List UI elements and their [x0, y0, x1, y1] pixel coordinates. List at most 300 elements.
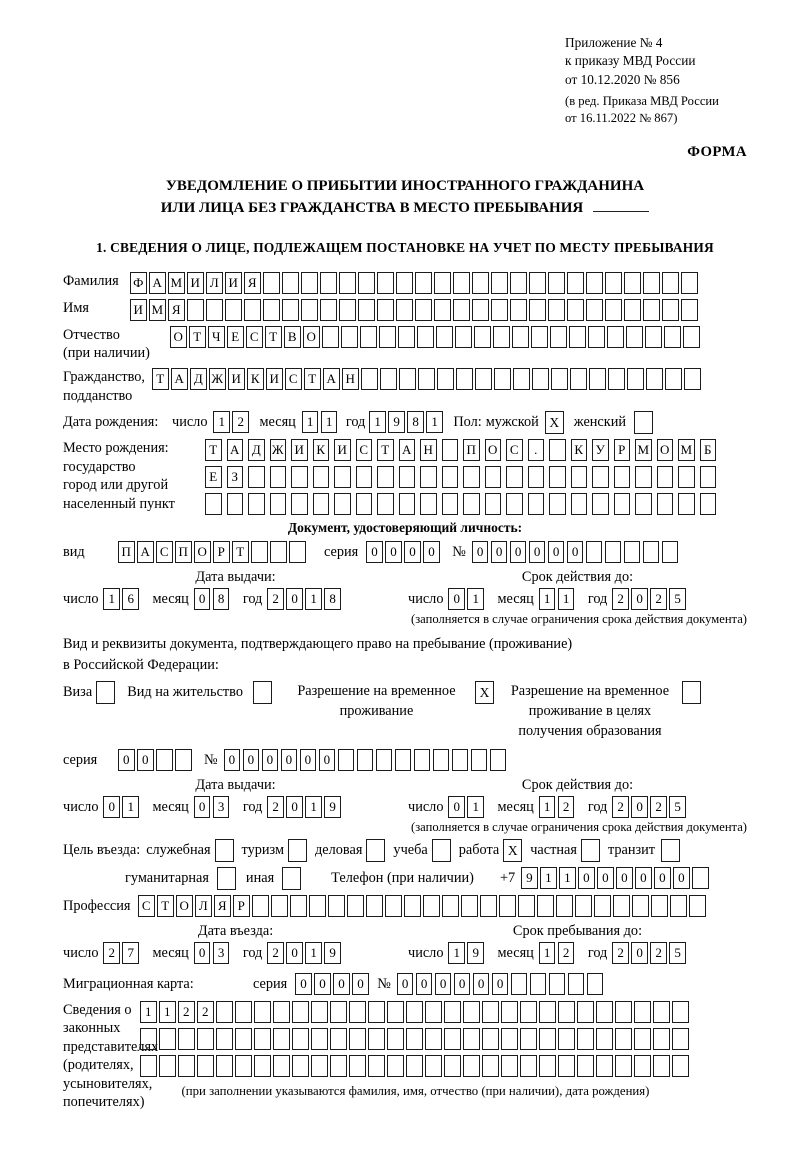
char-cell[interactable] — [356, 493, 373, 515]
char-cell[interactable] — [549, 973, 566, 995]
char-cell[interactable] — [366, 895, 383, 917]
char-cell[interactable]: Т — [205, 439, 222, 461]
char-cell[interactable] — [614, 466, 631, 488]
char-cell[interactable]: А — [323, 368, 340, 390]
checkbox-business[interactable] — [366, 839, 385, 862]
char-cell[interactable] — [605, 541, 622, 563]
char-cell[interactable] — [681, 272, 698, 294]
char-cell[interactable] — [349, 1001, 366, 1023]
char-cell[interactable] — [205, 493, 222, 515]
char-cell[interactable]: 1 — [467, 796, 484, 818]
char-cell[interactable] — [453, 299, 470, 321]
char-cell[interactable] — [248, 493, 265, 515]
char-cell[interactable] — [550, 326, 567, 348]
char-cell[interactable] — [254, 1055, 271, 1077]
char-cell[interactable]: 0 — [631, 588, 648, 610]
char-cell[interactable] — [425, 1055, 442, 1077]
char-cell[interactable] — [689, 895, 706, 917]
char-cell[interactable]: Т — [157, 895, 174, 917]
char-cell[interactable] — [415, 272, 432, 294]
char-cell[interactable] — [387, 1055, 404, 1077]
char-cell[interactable] — [700, 466, 717, 488]
char-cell[interactable] — [235, 1028, 252, 1050]
checkbox-visa[interactable] — [96, 681, 115, 704]
char-cell[interactable] — [472, 272, 489, 294]
phone-cells[interactable] — [521, 867, 711, 889]
char-cell[interactable]: 0 — [286, 588, 303, 610]
char-cell[interactable] — [494, 368, 511, 390]
char-cell[interactable] — [528, 493, 545, 515]
char-cell[interactable]: 9 — [324, 796, 341, 818]
char-cell[interactable] — [320, 272, 337, 294]
char-cell[interactable] — [596, 1001, 613, 1023]
char-cell[interactable]: 0 — [491, 541, 508, 563]
checkbox-edu-residence-permit[interactable] — [682, 681, 701, 704]
birth-year-cells[interactable] — [369, 411, 445, 433]
char-cell[interactable] — [608, 368, 625, 390]
char-cell[interactable] — [605, 272, 622, 294]
char-cell[interactable] — [635, 493, 652, 515]
char-cell[interactable]: 1 — [159, 1001, 176, 1023]
char-cell[interactable]: 0 — [103, 796, 120, 818]
char-cell[interactable]: . — [528, 439, 545, 461]
char-cell[interactable] — [513, 368, 530, 390]
char-cell[interactable] — [532, 368, 549, 390]
char-cell[interactable] — [471, 749, 488, 771]
char-cell[interactable]: О — [657, 439, 674, 461]
char-cell[interactable] — [425, 1028, 442, 1050]
char-cell[interactable]: 8 — [213, 588, 230, 610]
char-cell[interactable] — [206, 299, 223, 321]
char-cell[interactable] — [376, 749, 393, 771]
char-cell[interactable] — [338, 749, 355, 771]
char-cell[interactable] — [529, 272, 546, 294]
char-cell[interactable] — [452, 749, 469, 771]
char-cell[interactable] — [292, 1028, 309, 1050]
char-cell[interactable] — [368, 1055, 385, 1077]
stay-month-cells[interactable] — [539, 942, 577, 964]
char-cell[interactable] — [434, 272, 451, 294]
char-cell[interactable] — [512, 326, 529, 348]
checkbox-tourism[interactable] — [288, 839, 307, 862]
char-cell[interactable] — [657, 466, 674, 488]
id-doc-valid-year-cells[interactable] — [612, 588, 688, 610]
char-cell[interactable] — [594, 895, 611, 917]
patronymic-cells[interactable] — [170, 326, 702, 348]
char-cell[interactable]: Н — [420, 439, 437, 461]
char-cell[interactable] — [339, 299, 356, 321]
char-cell[interactable] — [539, 1055, 556, 1077]
char-cell[interactable]: О — [485, 439, 502, 461]
char-cell[interactable]: 0 — [118, 749, 135, 771]
char-cell[interactable]: Е — [205, 466, 222, 488]
char-cell[interactable] — [349, 1028, 366, 1050]
char-cell[interactable] — [653, 1028, 670, 1050]
char-cell[interactable] — [254, 1028, 271, 1050]
id-doc-issue-month-cells[interactable] — [194, 588, 232, 610]
char-cell[interactable] — [309, 895, 326, 917]
char-cell[interactable]: 0 — [194, 588, 211, 610]
char-cell[interactable] — [653, 1001, 670, 1023]
char-cell[interactable]: 1 — [539, 942, 556, 964]
char-cell[interactable] — [520, 1028, 537, 1050]
char-cell[interactable] — [539, 1028, 556, 1050]
entry-month-cells[interactable] — [194, 942, 232, 964]
char-cell[interactable] — [482, 1001, 499, 1023]
resident-doc-number-cells[interactable] — [224, 749, 509, 771]
char-cell[interactable] — [643, 541, 660, 563]
char-cell[interactable]: С — [246, 326, 263, 348]
char-cell[interactable]: 1 — [305, 796, 322, 818]
checkbox-male[interactable]: X — [545, 411, 564, 434]
char-cell[interactable]: 0 — [366, 541, 383, 563]
char-cell[interactable]: Т — [304, 368, 321, 390]
char-cell[interactable] — [474, 326, 491, 348]
char-cell[interactable] — [530, 973, 547, 995]
char-cell[interactable] — [347, 895, 364, 917]
char-cell[interactable] — [380, 368, 397, 390]
char-cell[interactable]: Т — [377, 439, 394, 461]
id-doc-valid-day-cells[interactable] — [448, 588, 486, 610]
char-cell[interactable] — [548, 299, 565, 321]
resident-doc-series-cells[interactable] — [118, 749, 194, 771]
char-cell[interactable]: 1 — [302, 411, 319, 433]
char-cell[interactable]: 2 — [650, 942, 667, 964]
resident-doc-valid-year-cells[interactable] — [612, 796, 688, 818]
char-cell[interactable]: А — [171, 368, 188, 390]
char-cell[interactable] — [387, 1001, 404, 1023]
char-cell[interactable] — [493, 326, 510, 348]
char-cell[interactable] — [549, 439, 566, 461]
char-cell[interactable] — [273, 1055, 290, 1077]
char-cell[interactable] — [605, 299, 622, 321]
char-cell[interactable]: Т — [232, 541, 249, 563]
char-cell[interactable]: М — [678, 439, 695, 461]
char-cell[interactable] — [653, 1055, 670, 1077]
char-cell[interactable] — [692, 867, 709, 889]
char-cell[interactable]: 0 — [631, 796, 648, 818]
char-cell[interactable]: 1 — [539, 796, 556, 818]
char-cell[interactable] — [282, 272, 299, 294]
migration-card-series-cells[interactable] — [295, 973, 371, 995]
char-cell[interactable]: И — [334, 439, 351, 461]
char-cell[interactable] — [539, 1001, 556, 1023]
char-cell[interactable] — [511, 973, 528, 995]
resident-doc-valid-month-cells[interactable] — [539, 796, 577, 818]
id-doc-kind-cells[interactable] — [118, 541, 308, 563]
char-cell[interactable] — [398, 326, 415, 348]
char-cell[interactable] — [662, 299, 679, 321]
char-cell[interactable] — [634, 1028, 651, 1050]
char-cell[interactable] — [607, 326, 624, 348]
char-cell[interactable] — [626, 326, 643, 348]
char-cell[interactable] — [396, 299, 413, 321]
char-cell[interactable] — [531, 326, 548, 348]
char-cell[interactable]: Р — [614, 439, 631, 461]
resident-doc-issue-month-cells[interactable] — [194, 796, 232, 818]
char-cell[interactable]: 0 — [597, 867, 614, 889]
char-cell[interactable] — [520, 1055, 537, 1077]
birth-day-cells[interactable] — [213, 411, 251, 433]
char-cell[interactable]: Ж — [209, 368, 226, 390]
char-cell[interactable] — [358, 299, 375, 321]
char-cell[interactable] — [444, 1055, 461, 1077]
char-cell[interactable] — [399, 466, 416, 488]
char-cell[interactable] — [433, 749, 450, 771]
id-doc-issue-year-cells[interactable] — [267, 588, 343, 610]
char-cell[interactable]: 1 — [559, 867, 576, 889]
char-cell[interactable] — [420, 493, 437, 515]
char-cell[interactable]: 0 — [654, 867, 671, 889]
char-cell[interactable] — [252, 895, 269, 917]
char-cell[interactable] — [313, 466, 330, 488]
char-cell[interactable]: 0 — [548, 541, 565, 563]
char-cell[interactable] — [463, 1055, 480, 1077]
char-cell[interactable]: А — [137, 541, 154, 563]
checkbox-official[interactable] — [215, 839, 234, 862]
char-cell[interactable] — [330, 1055, 347, 1077]
birth-place-row-1[interactable] — [205, 439, 721, 461]
char-cell[interactable]: Д — [190, 368, 207, 390]
char-cell[interactable] — [510, 299, 527, 321]
char-cell[interactable]: 1 — [467, 588, 484, 610]
char-cell[interactable]: 0 — [224, 749, 241, 771]
char-cell[interactable]: 0 — [567, 541, 584, 563]
char-cell[interactable] — [643, 272, 660, 294]
char-cell[interactable]: Б — [700, 439, 717, 461]
char-cell[interactable] — [377, 299, 394, 321]
char-cell[interactable]: К — [247, 368, 264, 390]
char-cell[interactable]: 1 — [305, 588, 322, 610]
char-cell[interactable]: 1 — [305, 942, 322, 964]
char-cell[interactable]: П — [175, 541, 192, 563]
char-cell[interactable] — [558, 1001, 575, 1023]
char-cell[interactable] — [178, 1055, 195, 1077]
char-cell[interactable] — [624, 272, 641, 294]
char-cell[interactable] — [140, 1028, 157, 1050]
char-cell[interactable] — [159, 1055, 176, 1077]
checkbox-female[interactable] — [634, 411, 653, 434]
char-cell[interactable]: Л — [206, 272, 223, 294]
char-cell[interactable] — [399, 493, 416, 515]
char-cell[interactable]: 2 — [558, 942, 575, 964]
char-cell[interactable] — [657, 493, 674, 515]
char-cell[interactable]: 1 — [103, 588, 120, 610]
char-cell[interactable] — [270, 466, 287, 488]
char-cell[interactable] — [634, 1055, 651, 1077]
id-doc-valid-month-cells[interactable] — [539, 588, 577, 610]
id-doc-series-cells[interactable] — [366, 541, 442, 563]
char-cell[interactable] — [311, 1055, 328, 1077]
char-cell[interactable] — [678, 493, 695, 515]
char-cell[interactable] — [330, 1028, 347, 1050]
char-cell[interactable]: И — [266, 368, 283, 390]
char-cell[interactable]: Ф — [130, 272, 147, 294]
char-cell[interactable] — [615, 1028, 632, 1050]
char-cell[interactable]: П — [463, 439, 480, 461]
char-cell[interactable]: 2 — [103, 942, 120, 964]
char-cell[interactable]: С — [285, 368, 302, 390]
char-cell[interactable]: У — [592, 439, 609, 461]
char-cell[interactable]: 0 — [448, 796, 465, 818]
char-cell[interactable]: 3 — [213, 942, 230, 964]
char-cell[interactable] — [379, 326, 396, 348]
char-cell[interactable] — [399, 368, 416, 390]
char-cell[interactable] — [571, 493, 588, 515]
char-cell[interactable] — [518, 895, 535, 917]
checkbox-work[interactable]: X — [503, 839, 522, 862]
char-cell[interactable]: 1 — [448, 942, 465, 964]
char-cell[interactable] — [461, 895, 478, 917]
char-cell[interactable]: Н — [342, 368, 359, 390]
char-cell[interactable]: 0 — [423, 541, 440, 563]
char-cell[interactable]: 5 — [669, 796, 686, 818]
char-cell[interactable]: С — [356, 439, 373, 461]
checkbox-transit[interactable] — [661, 839, 680, 862]
char-cell[interactable]: 2 — [178, 1001, 195, 1023]
char-cell[interactable]: К — [571, 439, 588, 461]
char-cell[interactable] — [510, 272, 527, 294]
char-cell[interactable]: 2 — [612, 796, 629, 818]
char-cell[interactable] — [551, 368, 568, 390]
char-cell[interactable] — [414, 749, 431, 771]
char-cell[interactable] — [480, 895, 497, 917]
char-cell[interactable] — [485, 466, 502, 488]
char-cell[interactable] — [357, 749, 374, 771]
char-cell[interactable]: 3 — [213, 796, 230, 818]
char-cell[interactable] — [395, 749, 412, 771]
char-cell[interactable] — [592, 466, 609, 488]
char-cell[interactable]: 1 — [558, 588, 575, 610]
char-cell[interactable] — [444, 1028, 461, 1050]
char-cell[interactable]: И — [291, 439, 308, 461]
char-cell[interactable] — [571, 466, 588, 488]
char-cell[interactable] — [273, 1028, 290, 1050]
char-cell[interactable] — [463, 1001, 480, 1023]
char-cell[interactable] — [140, 1055, 157, 1077]
char-cell[interactable] — [341, 326, 358, 348]
char-cell[interactable] — [442, 895, 459, 917]
id-doc-issue-day-cells[interactable] — [103, 588, 141, 610]
char-cell[interactable]: И — [228, 368, 245, 390]
char-cell[interactable] — [587, 973, 604, 995]
char-cell[interactable]: 0 — [510, 541, 527, 563]
char-cell[interactable] — [672, 1001, 689, 1023]
char-cell[interactable]: 0 — [435, 973, 452, 995]
char-cell[interactable]: 2 — [612, 942, 629, 964]
char-cell[interactable] — [339, 272, 356, 294]
char-cell[interactable] — [664, 326, 681, 348]
char-cell[interactable] — [361, 368, 378, 390]
char-cell[interactable] — [592, 493, 609, 515]
char-cell[interactable] — [548, 272, 565, 294]
char-cell[interactable]: Д — [248, 439, 265, 461]
char-cell[interactable] — [322, 326, 339, 348]
char-cell[interactable] — [442, 466, 459, 488]
char-cell[interactable]: 0 — [194, 796, 211, 818]
char-cell[interactable]: Л — [195, 895, 212, 917]
char-cell[interactable] — [244, 299, 261, 321]
char-cell[interactable] — [662, 272, 679, 294]
char-cell[interactable] — [681, 299, 698, 321]
char-cell[interactable] — [291, 466, 308, 488]
char-cell[interactable]: А — [399, 439, 416, 461]
char-cell[interactable]: М — [635, 439, 652, 461]
char-cell[interactable]: 0 — [137, 749, 154, 771]
char-cell[interactable] — [292, 1055, 309, 1077]
char-cell[interactable] — [700, 493, 717, 515]
char-cell[interactable] — [615, 1055, 632, 1077]
char-cell[interactable] — [434, 299, 451, 321]
char-cell[interactable] — [614, 493, 631, 515]
char-cell[interactable] — [596, 1028, 613, 1050]
birth-place-row-2[interactable] — [205, 466, 721, 488]
char-cell[interactable]: 0 — [673, 867, 690, 889]
char-cell[interactable]: И — [187, 272, 204, 294]
char-cell[interactable]: 0 — [352, 973, 369, 995]
char-cell[interactable]: М — [149, 299, 166, 321]
char-cell[interactable]: 1 — [539, 588, 556, 610]
char-cell[interactable]: Т — [189, 326, 206, 348]
char-cell[interactable] — [506, 493, 523, 515]
char-cell[interactable] — [613, 895, 630, 917]
char-cell[interactable]: 2 — [267, 796, 284, 818]
char-cell[interactable] — [301, 272, 318, 294]
char-cell[interactable]: К — [313, 439, 330, 461]
char-cell[interactable] — [453, 272, 470, 294]
char-cell[interactable] — [235, 1001, 252, 1023]
char-cell[interactable] — [436, 326, 453, 348]
char-cell[interactable]: 0 — [616, 867, 633, 889]
char-cell[interactable]: 0 — [319, 749, 336, 771]
char-cell[interactable] — [501, 1055, 518, 1077]
char-cell[interactable] — [235, 1055, 252, 1077]
char-cell[interactable] — [444, 1001, 461, 1023]
char-cell[interactable] — [334, 466, 351, 488]
char-cell[interactable] — [377, 272, 394, 294]
char-cell[interactable] — [358, 272, 375, 294]
char-cell[interactable] — [420, 466, 437, 488]
char-cell[interactable] — [418, 368, 435, 390]
char-cell[interactable]: 1 — [426, 411, 443, 433]
char-cell[interactable] — [290, 895, 307, 917]
char-cell[interactable]: О — [176, 895, 193, 917]
char-cell[interactable] — [216, 1028, 233, 1050]
char-cell[interactable] — [665, 368, 682, 390]
char-cell[interactable] — [577, 1001, 594, 1023]
char-cell[interactable]: Т — [265, 326, 282, 348]
char-cell[interactable]: 0 — [635, 867, 652, 889]
char-cell[interactable] — [472, 299, 489, 321]
char-cell[interactable] — [463, 493, 480, 515]
char-cell[interactable]: А — [149, 272, 166, 294]
char-cell[interactable] — [282, 299, 299, 321]
char-cell[interactable] — [377, 466, 394, 488]
surname-cells[interactable] — [130, 272, 700, 294]
char-cell[interactable] — [377, 493, 394, 515]
stay-day-cells[interactable] — [448, 942, 486, 964]
char-cell[interactable] — [567, 299, 584, 321]
char-cell[interactable]: О — [170, 326, 187, 348]
char-cell[interactable]: 0 — [262, 749, 279, 771]
char-cell[interactable] — [684, 368, 701, 390]
char-cell[interactable] — [678, 466, 695, 488]
char-cell[interactable]: М — [168, 272, 185, 294]
char-cell[interactable] — [575, 895, 592, 917]
char-cell[interactable] — [216, 1001, 233, 1023]
char-cell[interactable] — [596, 1055, 613, 1077]
char-cell[interactable] — [556, 895, 573, 917]
